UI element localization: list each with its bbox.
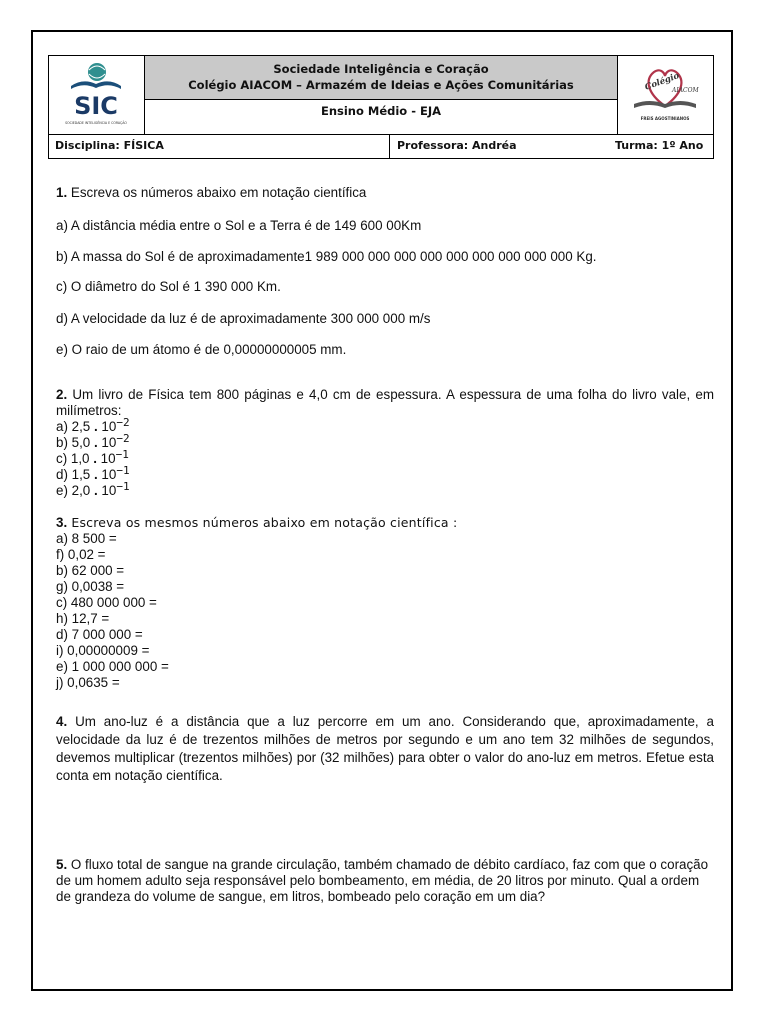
- page-border: [31, 30, 733, 991]
- question-2-text: Um livro de Física tem 800 páginas e 4,0 cm de espessura. A espessura de uma folha do livro vale, em milímetros:: [56, 387, 714, 418]
- school-society-name: Sociedade Inteligência e Coração: [273, 62, 489, 76]
- power-base: 10: [101, 483, 117, 498]
- question-3-item: d) 7 000 000 =: [56, 627, 143, 642]
- power-exponent: −1: [116, 464, 130, 477]
- question-2-prompt: [56, 387, 714, 419]
- sic-logo-text: SIC: [74, 92, 118, 120]
- question-3-item: c) 480 000 000 =: [56, 595, 157, 610]
- professora-label: Professora: Andréa: [397, 139, 517, 152]
- option-label: a) 2,5: [56, 419, 91, 434]
- question-3-item: j) 0,0635 =: [56, 675, 120, 690]
- question-4-number: 4.: [56, 714, 68, 729]
- question-3-item: f) 0,02 =: [56, 547, 106, 562]
- power-base: 10: [100, 451, 116, 466]
- power-base: 10: [101, 419, 117, 434]
- question-3-item: i) 0,00000009 =: [56, 643, 150, 658]
- multiply-dot: .: [89, 451, 101, 466]
- question-1-prompt: [56, 185, 366, 201]
- info-divider: [389, 135, 390, 158]
- multiply-dot: .: [90, 483, 102, 498]
- power-base: 10: [101, 435, 117, 450]
- question-4-text: Um ano-luz é a distância que a luz percorre em um ano. Considerando que, aproximadamente, a velocidade da luz é de trezentos milhões de metros por segundo e um ano tem 32 milhões de segundos, devemos multiplicar (trezentos milhões) por (32 milhões) para obter o valor do ano-luz em metros. Efetue esta conta em notação científica.: [56, 714, 714, 783]
- sic-logo-caption: SOCIEDADE INTELIGÊNCIA E CORAÇÃO: [65, 121, 127, 125]
- multiply-dot: .: [90, 419, 102, 434]
- option-label: b) 5,0: [56, 435, 91, 450]
- power-exponent: −2: [116, 416, 130, 429]
- sic-logo: [49, 56, 145, 134]
- question-2-number: 2.: [56, 387, 68, 402]
- question-5: [56, 857, 716, 905]
- aiacom-logo: [617, 56, 713, 134]
- question-1-item-b: b) A massa do Sol é de aproximadamente1 989 000 000 000 000 000 000 000 000 000 Kg.: [56, 249, 597, 264]
- option-label: e) 2,0: [56, 483, 91, 498]
- question-1-text: Escreva os números abaixo em notação científica: [67, 185, 367, 200]
- header-table: [48, 55, 714, 159]
- school-college-name: Colégio AIACOM – Armazém de Ideias e Ações Comunitárias: [188, 78, 574, 92]
- question-3-item: e) 1 000 000 000 =: [56, 659, 169, 674]
- course-level: Ensino Médio - EJA: [320, 104, 442, 118]
- question-1-number: 1.: [56, 185, 68, 200]
- question-4: [56, 713, 714, 785]
- power-exponent: −2: [116, 432, 130, 445]
- question-3-item: b) 62 000 =: [56, 563, 125, 578]
- question-1-item-d: d) A velocidade da luz é de aproximadamente 300 000 000 m/s: [56, 311, 431, 326]
- aiacom-logo-text-2: AIACOM: [672, 87, 699, 94]
- question-3-number: 3.: [56, 515, 68, 530]
- power-exponent: −1: [116, 480, 130, 493]
- question-3-item: h) 12,7 =: [56, 611, 110, 626]
- question-3-prompt: [56, 515, 457, 531]
- turma-label: Turma: 1º Ano: [615, 139, 704, 152]
- power-exponent: −1: [115, 448, 129, 461]
- aiacom-logo-caption: FREIS AGOSTINIANOS: [640, 116, 690, 121]
- sic-logo-graphic: [49, 56, 143, 132]
- question-3-items: [56, 531, 169, 691]
- option-label: c) 1,0: [56, 451, 90, 466]
- question-3-text: Escreva os mesmos números abaixo em notação científica :: [67, 515, 458, 530]
- info-row: [49, 134, 713, 158]
- question-2-option-e: [56, 480, 130, 499]
- question-1-item-e: e) O raio de um átomo é de 0,00000000005 mm.: [56, 342, 347, 357]
- disciplina-label: Disciplina: FÍSICA: [55, 139, 164, 152]
- title-band: [145, 56, 617, 100]
- aiacom-logo-graphic: [618, 56, 712, 132]
- multiply-dot: .: [90, 435, 102, 450]
- question-1-item-c: c) O diâmetro do Sol é 1 390 000 Km.: [56, 279, 281, 294]
- aiacom-logo-text-1: Colégio: [643, 71, 681, 93]
- question-1-item-a: a) A distância média entre o Sol e a Terra é de 149 600 00Km: [56, 218, 422, 233]
- multiply-dot: .: [90, 467, 102, 482]
- option-label: d) 1,5: [56, 467, 91, 482]
- power-base: 10: [101, 467, 117, 482]
- question-5-text: O fluxo total de sangue na grande circulação, também chamado de débito cardíaco, faz com que o coração de um homem adulto seja responsável pelo bombeamento, em média, de 20 litros por minuto. Qual a ordem de grandeza do volume de sangue, em litros, bombeado pelo coração em um dia?: [56, 857, 709, 904]
- question-3-item: a) 8 500 =: [56, 531, 117, 546]
- question-3-item: g) 0,0038 =: [56, 579, 125, 594]
- question-2-options: [56, 416, 130, 499]
- question-5-number: 5.: [56, 857, 68, 872]
